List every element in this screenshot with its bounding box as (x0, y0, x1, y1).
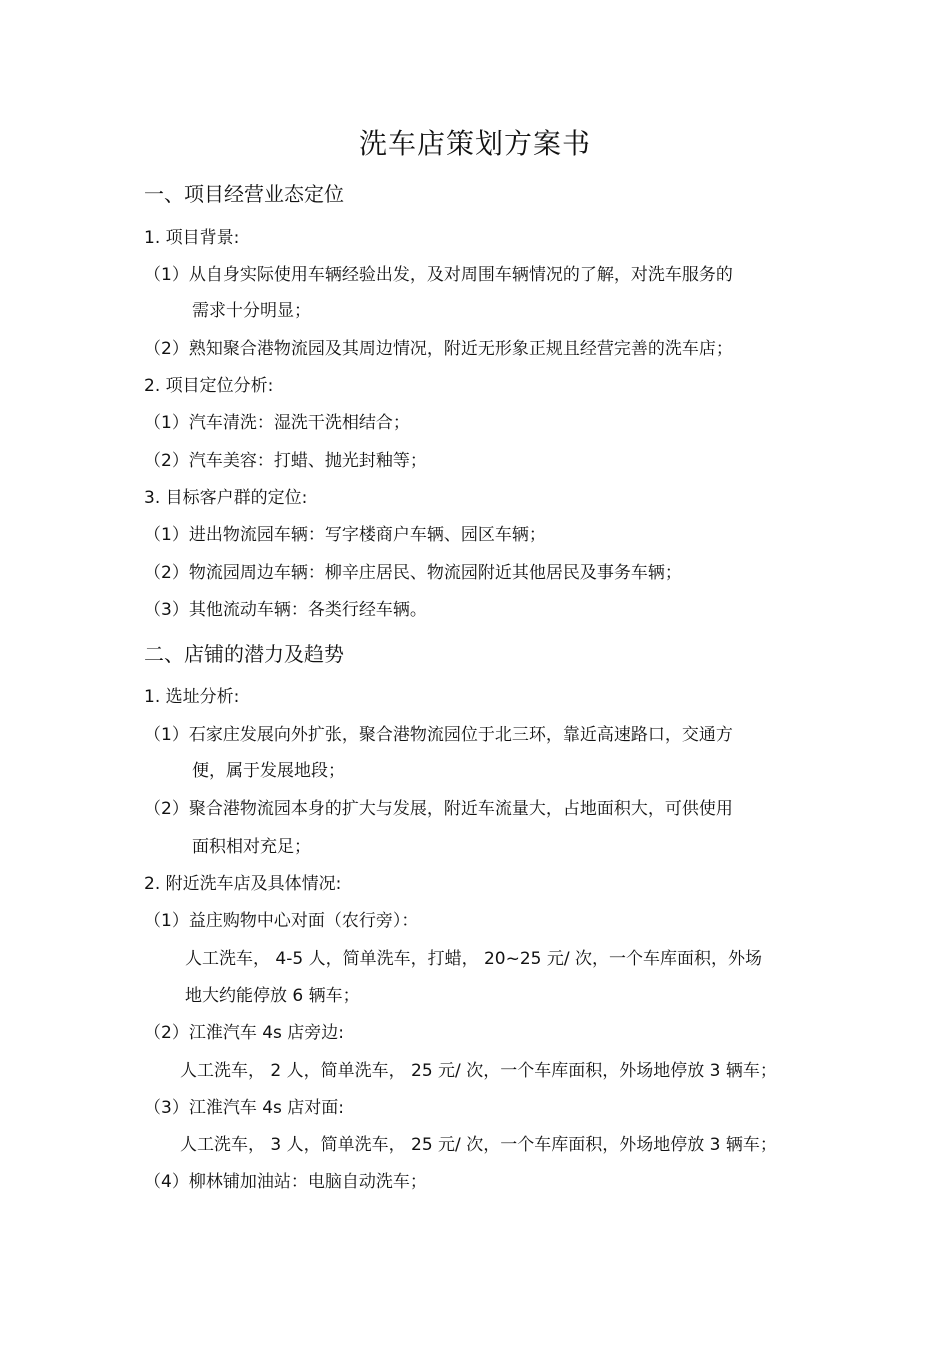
section-2-line-2: （1）石家庄发展向外扩张，聚合港物流园位于北三环，靠近高速路口，交通方 (144, 725, 733, 745)
section-1-line-11: （3）其他流动车辆：各类行经车辆。 (144, 600, 427, 620)
section-1-line-7: （2）汽车美容：打蜡、抛光封釉等； (144, 451, 427, 471)
section-2-line-3: 便，属于发展地段； (192, 761, 345, 781)
section-2-line-5: 面积相对充足； (192, 837, 311, 857)
section-2-line-9: 地大约能停放 6 辆车； (185, 986, 360, 1006)
section-2-line-1: 1. 选址分析: (144, 687, 240, 707)
section-2-line-8: 人工洗车， 4-5 人，简单洗车，打蜡， 20~25 元/ 次，一个车库面积，外场 (185, 949, 763, 969)
section-2-line-4: （2）聚合港物流园本身的扩大与发展，附近车流量大，占地面积大，可供使用 (144, 799, 733, 819)
section-1-line-3: 需求十分明显； (192, 301, 311, 321)
section-1-line-4: （2）熟知聚合港物流园及其周边情况，附近无形象正规且经营完善的洗车店； (144, 339, 733, 359)
section-2-line-13: 人工洗车， 3 人，简单洗车， 25 元/ 次，一个车库面积，外场地停放 3 辆车； (180, 1135, 777, 1155)
section-2-line-6: 2. 附近洗车店及具体情况: (144, 874, 342, 894)
section-1-line-10: （2）物流园周边车辆：柳辛庄居民、物流园附近其他居民及事务车辆； (144, 563, 682, 583)
section-2-line-10: （2）江淮汽车 4s 店旁边: (144, 1023, 345, 1043)
document-title: 洗车店策划方案书 (358, 127, 591, 160)
section-1-heading: 一、项目经营业态定位 (144, 182, 344, 206)
section-2-line-14: （4）柳林铺加油站：电脑自动洗车； (144, 1172, 427, 1192)
section-2-heading: 二、店铺的潜力及趋势 (144, 642, 344, 666)
section-1-line-6: （1）汽车清洗：湿洗干洗相结合； (144, 413, 410, 433)
section-1-line-1: 1. 项目背景: (144, 228, 240, 248)
section-2-line-12: （3）江淮汽车 4s 店对面: (144, 1098, 345, 1118)
section-1-line-5: 2. 项目定位分析: (144, 376, 274, 396)
section-2-line-7: （1）益庄购物中心对面（农行旁）： (144, 911, 419, 931)
section-1-line-8: 3. 目标客户群的定位: (144, 488, 308, 508)
section-2-line-11: 人工洗车， 2 人，简单洗车， 25 元/ 次，一个车库面积，外场地停放 3 辆车； (180, 1061, 777, 1081)
section-1-line-9: （1）进出物流园车辆：写字楼商户车辆、园区车辆； (144, 525, 546, 545)
section-1-line-2: （1）从自身实际使用车辆经验出发，及对周围车辆情况的了解，对洗车服务的 (144, 265, 733, 285)
